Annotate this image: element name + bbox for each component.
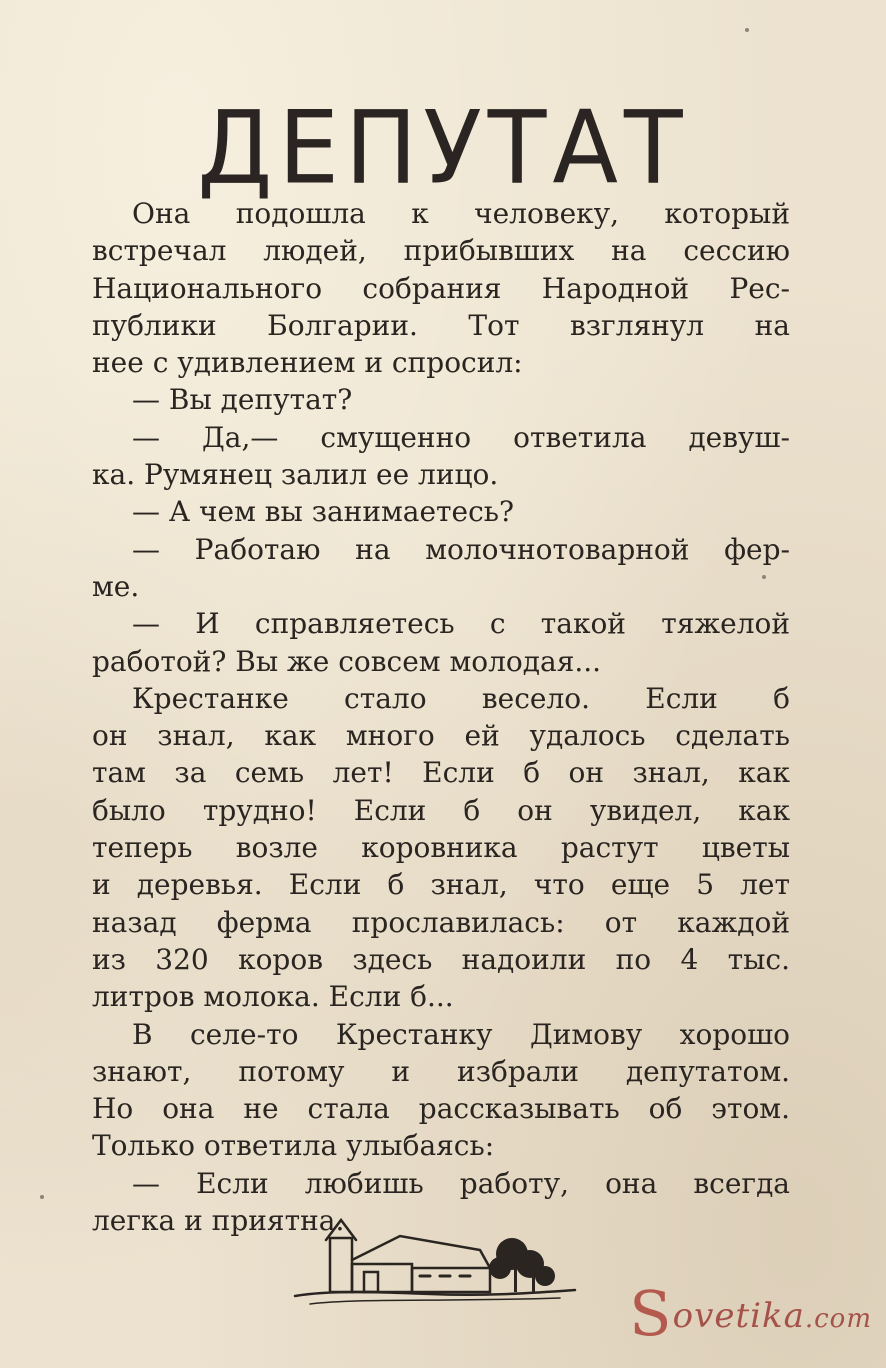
body-text bbox=[92, 195, 790, 1239]
paper-speck bbox=[40, 1195, 44, 1199]
text-line: публики Болгарии. Тот взглянул на bbox=[92, 308, 790, 342]
paper-speck bbox=[745, 28, 749, 32]
text-line: из 320 коров здесь надоили по 4 тыс. bbox=[92, 942, 790, 976]
text-line: Она подошла к человеку, который bbox=[132, 197, 790, 230]
text-line: нее с удивлением и спросил: bbox=[92, 346, 523, 380]
paper-speck bbox=[762, 575, 766, 579]
text-line: — Да,— смущенно ответила девуш- bbox=[132, 420, 790, 454]
text-line: легка и приятна. bbox=[92, 1204, 345, 1238]
text-line: Национального собрания Народной Рес- bbox=[92, 271, 790, 305]
text-line: там за семь лет! Если б он знал, как bbox=[92, 756, 790, 790]
text-line: литров молока. Если б... bbox=[92, 980, 454, 1014]
text-line: и деревья. Если б знал, что еще 5 лет bbox=[92, 868, 790, 902]
text-line: — Работаю на молочнотоварной фер- bbox=[132, 532, 790, 566]
watermark-domain: .com bbox=[804, 1304, 872, 1334]
text-line: Но она не стала рассказывать об этом. bbox=[92, 1092, 790, 1126]
text-line: — И справляетесь с такой тяжелой bbox=[132, 607, 790, 641]
text-line: — Вы депутат? bbox=[132, 383, 353, 417]
text-line: назад ферма прославилась: от каждой bbox=[92, 905, 790, 939]
text-line: работой? Вы же совсем молодая... bbox=[92, 644, 602, 678]
watermark-text: ovetika bbox=[672, 1296, 805, 1336]
page-title: ДЕПУТАТ bbox=[197, 89, 689, 207]
text-line: — А чем вы занимаетесь? bbox=[132, 495, 515, 529]
text-line: знают, потому и избрали депутатом. bbox=[92, 1054, 790, 1088]
text-line: Только ответила улыбаясь: bbox=[92, 1129, 495, 1163]
text-line: ме. bbox=[92, 569, 140, 603]
text-line: встречал людей, прибывших на сессию bbox=[92, 234, 790, 268]
text-line: В селе-то Крестанку Димову хорошо bbox=[132, 1017, 790, 1051]
text-line: теперь возле коровника растут цветы bbox=[92, 831, 790, 865]
text-line: ка. Румянец залил ее лицо. bbox=[92, 458, 499, 492]
farm-building-illustration-icon bbox=[290, 1210, 580, 1310]
text-line: — Если любишь работу, она всегда bbox=[132, 1166, 790, 1200]
sovetika-watermark bbox=[629, 1277, 872, 1350]
watermark-initial: S bbox=[629, 1277, 673, 1350]
text-line: Крестанке стало весело. Если б bbox=[132, 681, 790, 715]
text-line: он знал, как много ей удалось сделать bbox=[92, 719, 790, 753]
text-line: было трудно! Если б он увидел, как bbox=[92, 793, 790, 827]
